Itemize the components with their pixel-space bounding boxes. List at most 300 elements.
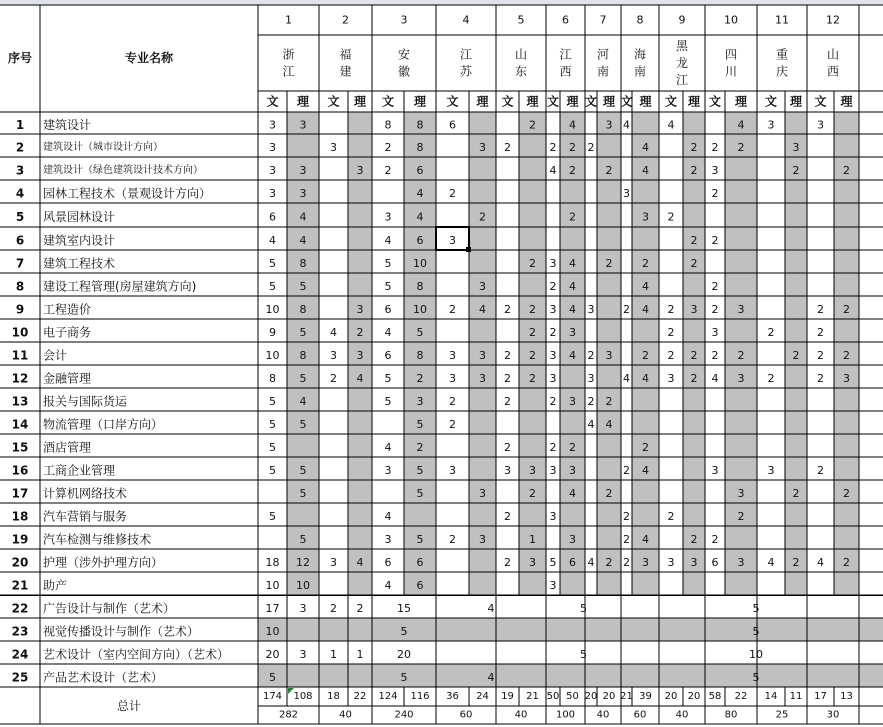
province-total: 60: [633, 709, 647, 721]
enrollment-value: 2: [529, 487, 536, 500]
enrollment-value: 4: [487, 671, 495, 684]
enrollment-value: 4: [587, 556, 595, 569]
row-number: 5: [15, 210, 25, 224]
enrollment-value: 3: [479, 533, 486, 546]
enrollment-value: 2: [690, 533, 698, 546]
enrollment-value: 4: [416, 210, 424, 224]
province-name: 海南: [633, 47, 647, 79]
row-number: 14: [11, 417, 29, 432]
enrollment-value: 6: [569, 556, 576, 569]
enrollment-value: 10: [265, 303, 280, 316]
enrollment-value: 5: [299, 418, 307, 431]
enrollment-value: 4: [569, 280, 576, 293]
major-name: 护理（涉外护理方向）: [43, 555, 164, 570]
enrollment-value: 6: [384, 556, 392, 569]
row-number: 10: [11, 325, 29, 340]
major-name: 风景园林设计: [43, 210, 116, 224]
province-name: 河南: [596, 47, 610, 79]
subject-total: 11: [789, 691, 803, 702]
enrollment-value: 2: [667, 326, 675, 339]
subject-total: 108: [293, 691, 313, 702]
major-name: 艺术设计（室内空间方向）（艺术）: [43, 647, 230, 662]
province-total: 100: [555, 709, 576, 721]
index-header: 序号: [7, 51, 33, 65]
province-number: 3: [400, 13, 408, 27]
enrollment-value: 2: [587, 395, 595, 408]
enrollment-value: 3: [711, 464, 719, 477]
enrollment-value: 2: [504, 349, 511, 362]
enrollment-value: 2: [623, 510, 630, 523]
enrollment-value: 2: [667, 210, 675, 224]
subject-total: 22: [353, 691, 367, 702]
enrollment-value: 2: [711, 141, 719, 154]
province-name: 江苏: [459, 47, 473, 79]
enrollment-value: 2: [711, 234, 719, 247]
row-number: 16: [11, 463, 29, 478]
enrollment-value: 5: [752, 625, 760, 638]
enrollment-value: 5: [269, 464, 276, 477]
major-name: 工商企业管理: [43, 463, 116, 478]
major-name: 金融管理: [43, 371, 92, 386]
major-header: 专业名称: [124, 51, 174, 65]
enrollment-value: 2: [690, 164, 698, 177]
enrollment-value: 3: [737, 556, 745, 569]
major-name: 报关与国际货运: [43, 394, 128, 409]
enrollment-value: 4: [587, 418, 595, 431]
enrollment-value: 2: [504, 372, 511, 385]
enrollment-value: 2: [449, 395, 456, 408]
enrollment-value: 2: [605, 164, 613, 177]
enrollment-value: 4: [269, 234, 276, 247]
enrollment-value: 3: [549, 257, 557, 270]
enrollment-value: 2: [623, 556, 630, 569]
row-number: 8: [15, 279, 25, 294]
province-number: 7: [599, 13, 607, 27]
subject-total: 174: [262, 691, 283, 702]
enrollment-value: 2: [605, 556, 613, 569]
fill-handle[interactable]: [466, 247, 471, 252]
major-name: 建筑室内设计: [43, 233, 116, 248]
enrollment-value: 3: [479, 280, 486, 293]
enrollment-value: 5: [299, 464, 307, 477]
subject-wen: 文: [664, 94, 678, 109]
province-name: 江西: [559, 47, 572, 79]
enrollment-value: 3: [587, 303, 595, 316]
enrollment-value: 4: [549, 164, 557, 177]
enrollment-value: 5: [400, 671, 408, 684]
enrollment-value: 3: [605, 118, 613, 132]
major-name: 酒店管理: [43, 440, 92, 455]
subject-wen: 文: [708, 94, 722, 109]
enrollment-value: 4: [569, 257, 576, 270]
enrollment-value: 1: [330, 648, 337, 661]
enrollment-value: 2: [529, 118, 536, 132]
enrollment-value: 4: [356, 556, 364, 569]
enrollment-value: 5: [400, 625, 408, 638]
subject-wen: 文: [584, 94, 598, 109]
subject-total: 20: [687, 691, 701, 702]
subject-li: 理: [734, 94, 748, 109]
subject-total: 18: [327, 691, 340, 702]
enrollment-value: 2: [792, 349, 800, 362]
enrollment-value: 5: [269, 395, 276, 408]
enrollment-value: 5: [299, 326, 307, 339]
row-number: 21: [11, 578, 29, 593]
enrollment-value: 3: [667, 372, 675, 385]
enrollment-value: 5: [580, 648, 587, 661]
province-total: 40: [514, 709, 528, 721]
province-number: 4: [462, 13, 470, 27]
enrollment-value: 5: [752, 671, 760, 684]
enrollment-value: 2: [690, 372, 698, 385]
subject-total: 39: [639, 691, 652, 702]
enrollment-value: 2: [529, 257, 536, 270]
subject-li: 理: [566, 94, 579, 109]
enrollment-value: 5: [269, 257, 276, 270]
province-name: 四川: [724, 47, 738, 79]
enrollment-value: 2: [737, 349, 745, 362]
enrollment-value: 5: [299, 487, 307, 500]
row-number: 6: [15, 233, 25, 248]
enrollment-value: 2: [504, 395, 511, 408]
row-number: 1: [15, 118, 25, 132]
enrollment-value: 3: [690, 556, 698, 569]
enrollment-value: 3: [549, 510, 557, 523]
enrollment-value: 2: [711, 533, 719, 546]
enrollment-value: 3: [529, 556, 536, 569]
enrollment-value: 3: [479, 372, 486, 385]
subject-li: 理: [353, 94, 367, 109]
enrollment-value: 3: [384, 464, 392, 477]
row-number: 20: [11, 555, 29, 570]
enrollment-value: 4: [569, 487, 576, 500]
province-total: 40: [339, 709, 352, 721]
enrollment-value: 2: [569, 441, 576, 454]
enrollment-value: 1: [356, 648, 364, 661]
enrollment-value: 2: [479, 210, 486, 224]
enrollment-value: 2: [690, 349, 698, 362]
enrollment-value: 3: [356, 349, 364, 362]
enrollment-value: 2: [690, 257, 698, 270]
subject-wen: 文: [446, 94, 459, 109]
subject-li: 理: [789, 94, 803, 109]
enrollment-value: 10: [413, 303, 427, 316]
subject-li: 理: [296, 94, 310, 109]
enrollment-value: 2: [384, 141, 392, 154]
enrollment-value: 2: [767, 372, 775, 385]
enrollment-value: 3: [843, 372, 850, 385]
enrollment-value: 4: [767, 556, 775, 569]
enrollment-value: 2: [843, 349, 850, 362]
enrollment-value: 2: [642, 349, 649, 362]
enrollment-value: 2: [642, 257, 649, 270]
enrollment-value: 2: [605, 395, 613, 408]
enrollment-value: 2: [356, 602, 364, 615]
province-total: 30: [826, 709, 840, 721]
enrollment-value: 2: [843, 487, 850, 500]
enrollment-value: 5: [752, 602, 760, 615]
enrollment-value: 12: [296, 556, 310, 569]
enrollment-value: 2: [449, 303, 456, 316]
enrollment-value: 8: [416, 349, 424, 362]
subject-total: 21: [620, 691, 633, 702]
enrollment-value: 2: [667, 349, 675, 362]
enrollment-value: 4: [330, 326, 337, 339]
row-number: 11: [11, 348, 29, 363]
enrollment-value: 4: [642, 141, 649, 154]
subject-wen: 文: [814, 94, 827, 109]
province-number: 10: [724, 13, 738, 27]
enrollment-value: 5: [269, 418, 276, 431]
subject-total: 116: [410, 691, 430, 702]
enrollment-value: 3: [449, 372, 456, 385]
enrollment-value: 2: [504, 303, 511, 316]
enrollment-value: 4: [384, 326, 392, 339]
enrollment-value: 2: [449, 187, 456, 200]
row-number: 3: [15, 163, 25, 178]
enrollment-value: 4: [569, 118, 576, 132]
enrollment-value: 2: [667, 510, 675, 523]
enrollment-value: 4: [817, 556, 824, 569]
enrollment-value: 2: [817, 326, 824, 339]
enrollment-value: 6: [269, 210, 276, 224]
enrollment-value: 6: [384, 303, 392, 316]
enrollment-value: 4: [667, 118, 675, 132]
enrollment-value: 15: [397, 602, 411, 615]
enrollment-value: 2: [817, 349, 824, 362]
province-name: 黑龙江: [675, 39, 689, 87]
enrollment-value: 4: [623, 372, 630, 385]
enrollment-value: 5: [269, 280, 276, 293]
subject-total: 36: [446, 691, 459, 702]
row-number: 13: [11, 394, 29, 409]
province-name: 山东: [514, 47, 528, 79]
enrollment-value: 3: [569, 326, 576, 339]
enrollment-value: 2: [504, 141, 511, 154]
enrollment-value: 3: [569, 533, 576, 546]
major-name: 工程造价: [43, 302, 92, 317]
enrollment-value: 2: [569, 210, 576, 224]
enrollment-value: 2: [711, 349, 719, 362]
enrollment-value: 3: [817, 118, 824, 132]
enrollment-value: 20: [265, 648, 280, 661]
enrollment-value: 2: [843, 164, 850, 177]
enrollment-value: 10: [265, 349, 280, 362]
enrollment-value: 4: [299, 210, 307, 224]
enrollment-value: 20: [397, 648, 411, 661]
enrollment-value: 3: [356, 303, 364, 316]
shaded-row: [258, 664, 883, 687]
total-label: 总计: [116, 699, 142, 713]
enrollment-value: 2: [711, 280, 719, 293]
enrollment-value: 3: [384, 210, 392, 224]
enrollment-value: 10: [413, 257, 427, 270]
enrollment-value: 5: [416, 418, 424, 431]
subject-li: 理: [840, 94, 853, 109]
enrollment-value: 4: [623, 118, 630, 132]
enrollment-value: 5: [384, 280, 392, 293]
row-number: 23: [11, 624, 29, 639]
enrollment-value: 5: [549, 556, 557, 569]
enrollment-value: 4: [487, 602, 495, 615]
major-name: 汽车营销与服务: [43, 509, 128, 524]
enrollment-value: 3: [569, 464, 576, 477]
subject-li: 理: [687, 94, 701, 109]
subject-total: 20: [602, 691, 616, 702]
enrollment-value: 10: [265, 625, 280, 638]
enrollment-value: 2: [690, 141, 698, 154]
enrollment-value: 4: [642, 303, 649, 316]
enrollment-value: 3: [642, 210, 649, 224]
enrollment-value: 2: [549, 141, 557, 154]
enrollment-value: 2: [792, 487, 800, 500]
enrollment-value: 4: [642, 533, 649, 546]
enrollment-value: 2: [623, 533, 630, 546]
subject-wen: 文: [327, 94, 340, 109]
enrollment-value: 10: [749, 648, 763, 661]
enrollment-value: 4: [711, 372, 719, 385]
subject-total: 50: [546, 691, 560, 702]
row-number: 9: [15, 302, 25, 317]
subject-total: 24: [476, 691, 489, 702]
major-name: 建筑工程技术: [43, 256, 116, 271]
enrollment-value: 3: [449, 234, 456, 247]
province-total: 80: [724, 709, 738, 721]
enrollment-value: 2: [767, 326, 775, 339]
province-total: 240: [394, 709, 414, 721]
enrollment-value: 6: [416, 556, 424, 569]
enrollment-value: 5: [416, 487, 424, 500]
enrollment-value: 3: [269, 141, 276, 154]
major-name: 计算机网络技术: [43, 486, 128, 501]
enrollment-value: 2: [529, 372, 536, 385]
enrollment-value: 5: [269, 671, 276, 684]
major-name: 汽车检测与维修技术: [43, 532, 152, 547]
enrollment-value: 6: [711, 556, 719, 569]
major-name: 建筑设计（绿色建筑设计技术方向）: [43, 165, 203, 176]
enrollment-value: 10: [265, 579, 280, 592]
major-name: 电子商务: [43, 325, 92, 340]
major-name: 产品艺术设计（艺术）: [43, 670, 164, 685]
row-number: 24: [11, 647, 29, 662]
enrollment-value: 3: [269, 164, 276, 177]
enrollment-value: 2: [529, 303, 536, 316]
province-name: 浙江: [282, 47, 295, 79]
major-name: 视觉传播设计与制作（艺术）: [43, 624, 200, 639]
subject-total: 13: [840, 691, 853, 702]
enrollment-value: 4: [299, 234, 307, 247]
subject-total: 124: [378, 691, 398, 702]
subject-total: 50: [566, 691, 579, 702]
enrollment-value: 2: [737, 510, 745, 523]
subject-total: 21: [526, 691, 539, 702]
enrollment-value: 2: [642, 441, 649, 454]
enrollment-value: 3: [299, 164, 307, 177]
enrollment-value: 8: [299, 303, 307, 316]
enrollment-value: 2: [504, 510, 511, 523]
enrollment-value: 2: [667, 303, 675, 316]
enrollment-value: 3: [549, 464, 557, 477]
enrollment-value: 3: [504, 464, 511, 477]
enrollment-value: 4: [642, 464, 649, 477]
major-name: 物流管理（口岸方向）: [43, 417, 164, 432]
enrollment-value: 8: [384, 118, 392, 132]
shaded-row: [258, 618, 883, 641]
enrollment-value: 3: [479, 141, 486, 154]
enrollment-value: 3: [642, 556, 649, 569]
enrollment-value: 2: [843, 556, 850, 569]
enrollment-value: 2: [690, 234, 698, 247]
enrollment-value: 17: [265, 602, 280, 615]
major-name: 园林工程技术（景观设计方向）: [43, 186, 212, 201]
enrollment-value: 3: [449, 349, 456, 362]
enrollment-value: 3: [737, 303, 745, 316]
enrollment-value: 4: [737, 118, 745, 132]
enrollment-value: 9: [269, 326, 276, 339]
enrollment-value: 6: [416, 579, 424, 592]
enrollment-value: 4: [569, 303, 576, 316]
enrollment-value: 2: [384, 164, 392, 177]
enrollment-value: 3: [356, 164, 364, 177]
enrollment-value: 4: [384, 510, 392, 523]
enrollment-value: 5: [416, 326, 424, 339]
enrollment-value: 2: [817, 372, 824, 385]
enrollment-value: 2: [587, 141, 595, 154]
major-name: 会计: [43, 348, 68, 363]
subject-li: 理: [476, 94, 489, 109]
enrollment-value: 2: [817, 464, 824, 477]
enrollment-value: 2: [549, 441, 557, 454]
enrollment-value: 5: [299, 533, 307, 546]
enrollment-value: 3: [384, 533, 392, 546]
enrollment-value: 3: [269, 118, 276, 132]
enrollment-value: 4: [299, 395, 307, 408]
major-name: 建筑设计（城市设计方向）: [43, 142, 163, 153]
province-total: 282: [278, 709, 299, 721]
major-name: 建筑设计: [43, 118, 92, 132]
province-total: 60: [459, 709, 473, 721]
enrollment-value: 3: [767, 118, 775, 132]
row-number: 17: [11, 486, 29, 501]
enrollment-value: 3: [299, 118, 307, 132]
enrollment-value: 5: [384, 372, 392, 385]
province-name: 山西: [826, 47, 840, 79]
enrollment-value: 3: [269, 187, 276, 200]
province-name: 安徽: [397, 47, 411, 79]
enrollment-value: 5: [299, 280, 307, 293]
major-name: 广告设计与制作（艺术）: [43, 601, 176, 616]
enrollment-value: 8: [299, 349, 307, 362]
row-number: 18: [11, 509, 29, 524]
enrollment-value: 2: [356, 326, 364, 339]
subject-total: 58: [708, 691, 722, 702]
enrollment-value: 5: [269, 441, 276, 454]
enrollment-value: 2: [587, 349, 595, 362]
subject-li: 理: [526, 94, 539, 109]
enrollment-value: 2: [529, 349, 536, 362]
enrollment-value: 2: [529, 326, 536, 339]
enrollment-value: 3: [529, 464, 536, 477]
enrollment-value: 3: [549, 303, 557, 316]
enrollment-value: 3: [479, 487, 486, 500]
enrollment-value: 5: [416, 464, 424, 477]
subject-li: 理: [602, 94, 616, 109]
enrollment-value: 1: [529, 533, 536, 546]
enrollment-value: 2: [843, 303, 850, 316]
enrollment-value: 4: [384, 579, 392, 592]
row-number: 4: [15, 186, 25, 201]
enrollment-value: 6: [449, 118, 456, 132]
